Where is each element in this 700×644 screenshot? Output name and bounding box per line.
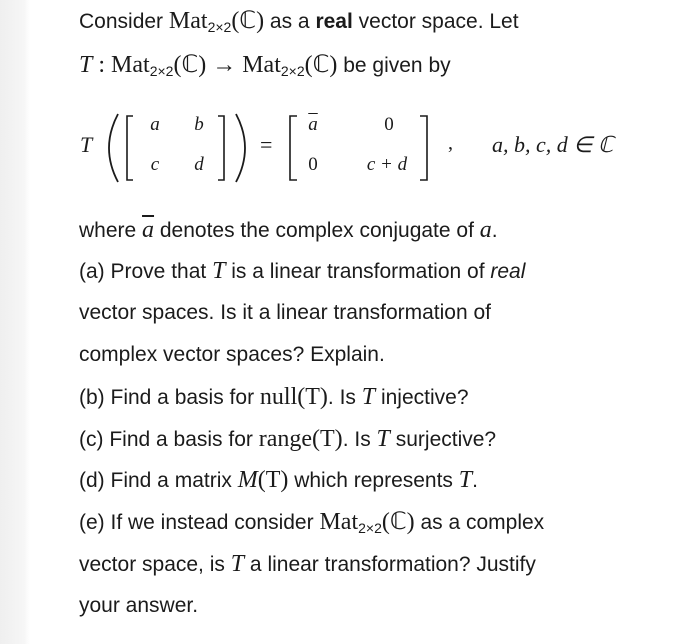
intro-line-1: Consider Mat$_{2\times 2}$(ℂ) as a real vector space. Let (79, 8, 519, 35)
part-a-line-3: complex vector spaces? Explain. (79, 343, 385, 366)
part-a-line-1: (a) Prove that T is a linear transformation of real (79, 258, 526, 284)
part-e-line-2: vector space, is T a linear transformation? Justify (79, 551, 536, 577)
part-e-line-1: (e) If we instead consider Mat$_{2\times 2}$(ℂ) as a complex (79, 509, 545, 536)
eq-domain: a, b, c, d ∈ ℂ (492, 132, 614, 157)
where-line: where $\overline{a}$ denotes the complex conjugate of a. (79, 217, 498, 243)
eq-T-symbol: T (80, 132, 93, 157)
left-page-shadow (0, 0, 30, 644)
matrix-entry-abar: $\overline{a}$ (308, 114, 318, 135)
part-b-line: (b) Find a basis for null(T). Is T injective? (79, 384, 469, 410)
intro-line-2: T : Mat$_{2\times 2}$(ℂ) → Mat$_{2\times 2}$(ℂ) be given by (79, 52, 451, 79)
part-c-line: (c) Find a basis for range(T). Is T surjective? (79, 426, 497, 452)
matrix-entry-b: b (194, 114, 204, 135)
matrix-entry-c: c (150, 154, 160, 175)
matrix-entry-a: a (150, 114, 160, 135)
matrix-entry-zero-top: 0 (384, 114, 394, 135)
part-a-line-2: vector spaces. Is it a linear transformation of (79, 301, 492, 324)
part-e-line-3: your answer. (79, 594, 199, 617)
eq-comma: , (448, 132, 453, 154)
part-d-line: (d) Find a matrix M(T) which represents T. (79, 467, 478, 493)
eq-equals: = (260, 132, 273, 157)
matrix-entry-d: d (194, 154, 204, 175)
transformation-equation (0, 108, 700, 188)
matrix-entry-c-plus-d: c + d (366, 154, 408, 175)
matrix-entry-zero-bottom: 0 (308, 154, 318, 175)
